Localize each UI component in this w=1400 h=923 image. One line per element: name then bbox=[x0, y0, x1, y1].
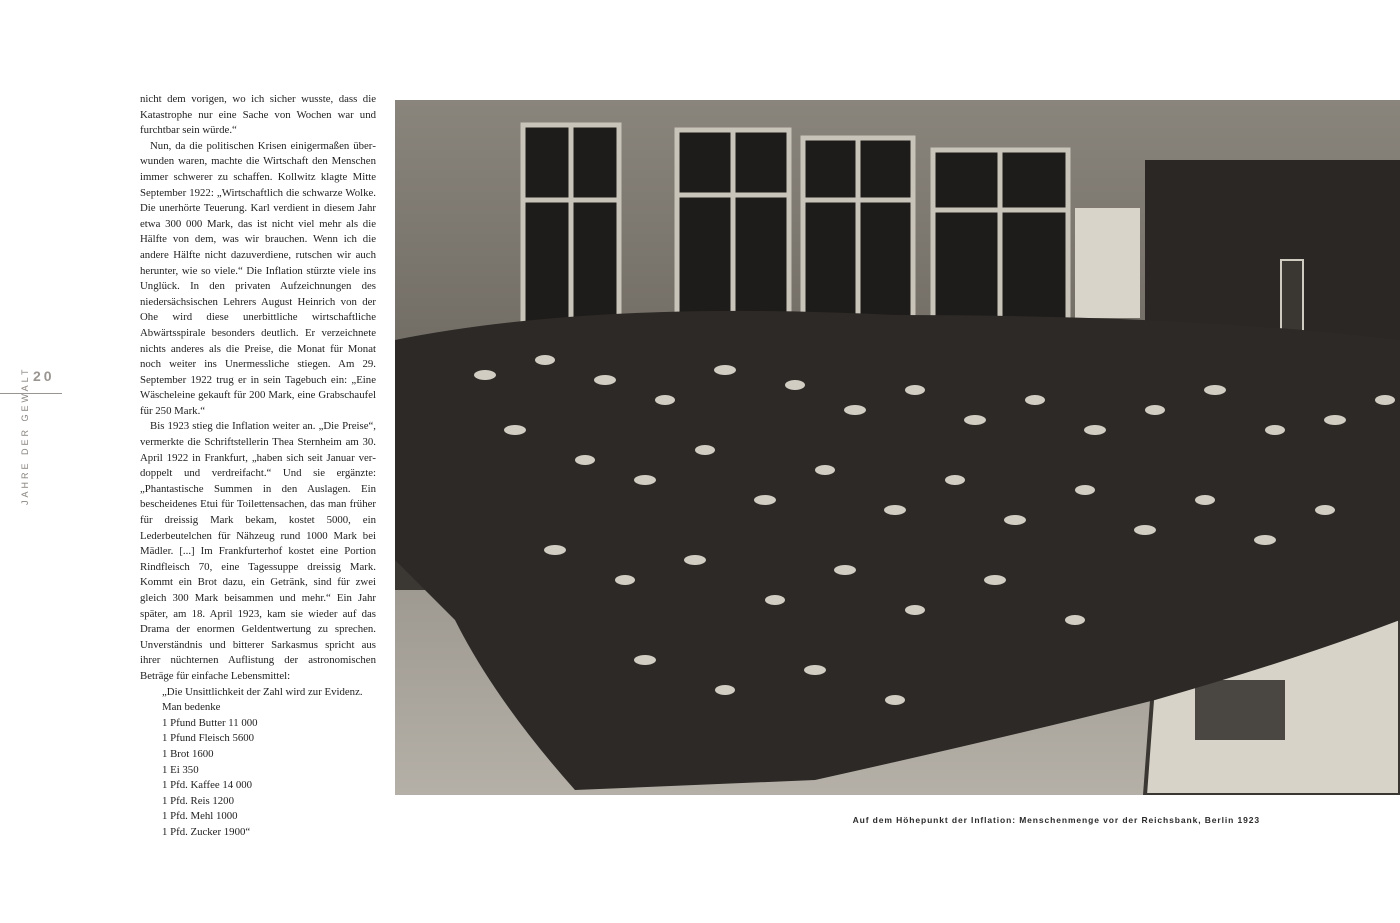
paragraph: Nun, da die politischen Krisen einigermaßen überwunden waren, machte die Wirtschaft den Menschen immer schwerer zu schaffen. Kollwitz klagte Mitte September 1922: „Wirtschaftlich die schwarze Wolke. Die unerhörte Teuerung. Karl verdient in diesem Jahr etwa 300 000 Mark, das ist nicht viel mehr als die Hälfte von dem, was wir brauchen. Wenn ich die andere Hälfte nicht dazuverdiene, rutschen wir auch herunter, wie so viele.“ Die Inflation stürzte viele ins Unglück. In den privaten Aufzeichnungen des niedersächsischen Lehrers August Heinrich von der Ohe wird diese unerbittliche wirtschaftliche Abwärtsspirale besonders deutlich. Er verzeichnete nichts anderes als die Preise, die Monat für Monat noch weiter ins Unermessliche stiegen. Am 29. September 1922 trug er in sein Tagebuch ein: „Eine Wäscheleine gekauft für 200 Mark, eine Grabschaufel für 250 Mark.“ bbox=[140, 139, 376, 417]
quote-line: 1 Pfd. Mehl 1000 bbox=[162, 810, 238, 823]
price-list-quote bbox=[140, 685, 376, 841]
quote-line: 1 Pfund Butter 11 000 bbox=[162, 716, 258, 729]
quote-line: 1 Brot 1600 bbox=[162, 747, 214, 760]
quote-line: 1 Pfund Fleisch 5600 bbox=[162, 732, 255, 745]
quote-line: 1 Pfd. Zucker 1900“ bbox=[162, 825, 251, 838]
body-text-column bbox=[140, 92, 376, 841]
quote-line: 1 Pfd. Reis 1200 bbox=[162, 794, 234, 807]
quote-line: „Die Unsittlichkeit der Zahl wird zur Evidenz. bbox=[162, 685, 363, 698]
quote-line: 1 Ei 350 bbox=[162, 763, 199, 776]
quote-line: 1 Pfd. Kaffee 14 000 bbox=[162, 779, 253, 792]
quote-line: Man bedenke bbox=[162, 701, 221, 714]
historical-photo bbox=[395, 100, 1400, 795]
page-number: 20 bbox=[33, 368, 55, 384]
section-title: JAHRE DER GEWALT bbox=[20, 366, 30, 505]
side-rule bbox=[0, 393, 62, 394]
paragraph: nicht dem vorigen, wo ich sicher wusste, dass die Katastrophe nur eine Sache von Wochen war und furchtbar sein würde.“ bbox=[140, 93, 376, 137]
crowd-photo-illustration bbox=[395, 100, 1400, 795]
photo-caption: Auf dem Höhepunkt der Inflation: Menschenmenge vor der Reichsbank, Berlin 1923 bbox=[852, 815, 1260, 825]
paragraph: Bis 1923 stieg die Inflation weiter an. „Die Preise“, vermerkte die Schriftstellerin Thea Sternheim am 30. April 1922 in Frankfurt, „haben sich seit Januar verdoppelt und verdreifacht.“ Und sie ergänzte: „Phantastische Summen in den Auslagen. Ein bescheidenes Etui für Toilettensachen, das man früher für dreissig Mark bekam, kostet 5000, ein Lederbeutelchen für Nähzeug rund 1000 Mark bei Mädler. [...] Im Frankfurterhof kostet eine Portion Rindfleisch 70, eine Tagessuppe dreissig Mark. Kommt ein Brot dazu, ein Getränk, sind für zwei gleich 300 Mark beisammen und mehr.“ Ein Jahr später, am 18. April 1923, kam sie wieder auf das Drama der enormen Geldentwertung zu sprechen. Unverständnis und bitterer Sarkasmus spricht aus ihrer nüchternen Auflistung der astronomischen Beträge für einfache Lebensmittel: bbox=[140, 420, 376, 682]
